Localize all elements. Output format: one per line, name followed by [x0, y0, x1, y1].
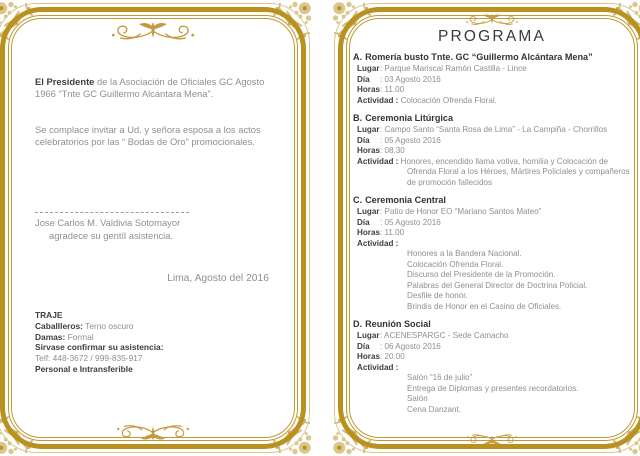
activity-row [357, 96, 635, 107]
detail-row [357, 331, 635, 342]
activity-item: Salón [407, 394, 428, 403]
activity-item: Discurso del Presidente de la Promoción. [407, 270, 556, 279]
program-title: PROGRAMA [437, 28, 547, 45]
frame-outer-line [0, 3, 310, 453]
detail-row [357, 352, 635, 363]
dress-women-value: Formal [67, 331, 94, 342]
corner-damask-icon [0, 0, 41, 48]
row-value: : 03 Agosto 2016 [380, 74, 441, 84]
activity-item: Honores a la Bandera Nacional. [407, 249, 522, 258]
row-label: Día [357, 217, 370, 227]
row-value: : Parque Mariscal Ramón Castilla - Lince [380, 64, 527, 73]
flourish-ornament-icon [463, 432, 521, 447]
row-value: : 20.00 [380, 352, 405, 361]
signature-line [35, 212, 189, 213]
dress-code-block [35, 310, 163, 375]
row-label: Día [357, 135, 370, 145]
activity-label: Actividad : [357, 156, 399, 166]
activity-item: Desfile de honor. [407, 291, 468, 300]
dress-code-title: TRAJE [35, 310, 63, 320]
program-section-a [353, 52, 635, 106]
detail-row [357, 85, 635, 96]
intro-paragraph [35, 76, 273, 100]
section-letter: C. [353, 195, 363, 205]
row-label: Lugar [357, 125, 380, 134]
section-heading [353, 319, 635, 330]
dress-men-label: Caballleros: [35, 320, 83, 331]
activity-item: Salón “16 de julio” [407, 373, 473, 382]
row-label: Lugar [357, 64, 380, 73]
president-bold-text: El Presidente [35, 76, 95, 87]
detail-row [357, 136, 635, 147]
section-letter: A. [353, 52, 363, 62]
activity-row [357, 157, 635, 189]
section-title: Ceremonia Litúrgica [365, 113, 454, 123]
corner-damask-icon [265, 0, 313, 48]
section-title: Romería busto Tnte. GC “Guillermo Alcántara Mena” [365, 52, 593, 62]
activity-label: Actividad : [357, 362, 399, 372]
program-section-d [353, 319, 635, 415]
detail-row [357, 342, 635, 353]
detail-row [357, 218, 635, 229]
corner-damask-icon [265, 408, 313, 456]
program-page [333, 2, 640, 454]
section-letter: D. [353, 319, 363, 329]
row-label: Día [357, 74, 370, 84]
activity-label: Actividad : [357, 238, 399, 248]
thanks-text: agradece su gentíl asistencia. [49, 230, 174, 241]
association-text: de la Asociación de Oficiales GC Agosto 1966 “Tnte GC Guillermo Alcántara Mena”. [35, 76, 265, 99]
dress-women-line [35, 332, 163, 343]
section-heading [353, 195, 635, 206]
confirm-attendance-label: Sirvase confirmar su asistencia: [35, 342, 164, 353]
row-value: : 05 Agosto 2016 [380, 217, 441, 227]
row-label: Horas [357, 352, 380, 361]
detail-row [357, 146, 635, 157]
program-section-c [353, 195, 635, 312]
activity-value: Colocación Ofrenda Floral. [400, 95, 497, 105]
activity-item: Colocación Ofrenda Floral. [407, 259, 504, 269]
row-label: Lugar [357, 331, 380, 340]
signatory-name: Jose Carlos M. Valdivia Sotomayor [35, 217, 181, 228]
phone-numbers: Telf: 448-3672 / 999-835-917 [35, 353, 143, 364]
activity-item: Brindis de Honor en el Casino de Oficiales. [407, 301, 562, 311]
detail-row [357, 75, 635, 86]
row-value: : Patio de Honor EO “Mariano Santos Mateo” [380, 207, 542, 216]
activity-row [357, 239, 635, 250]
invitation-page [0, 2, 311, 454]
row-value: : 11.00 [380, 228, 405, 237]
row-label: Horas [357, 228, 380, 237]
dress-women-label: Damas: [35, 331, 66, 342]
detail-row [357, 207, 635, 218]
invitation-paragraph: Se complace invitar a Ud. y señora esposa a los actos celebratorios por las “ Bodas de Oro” promocionales. [35, 124, 261, 147]
frame-gold-band [0, 7, 306, 449]
program-sections [353, 52, 635, 422]
row-value: : Campo Santo “Santa Rosa de Lima” - La Campiña - Chorrillos [380, 125, 608, 134]
row-label: Horas [357, 146, 380, 155]
row-value: : 05 Agosto 2016 [380, 135, 441, 145]
section-letter: B. [353, 113, 363, 123]
flourish-ornament-icon [462, 12, 522, 27]
detail-row [357, 228, 635, 239]
row-value: : 11.00 [380, 85, 405, 94]
row-value: : 08.30 [380, 146, 405, 155]
activity-item: Entrega de Diplomas y presentes recordatorios. [407, 383, 579, 393]
dress-men-value: Terno oscuro [85, 320, 134, 331]
detail-row [357, 64, 635, 75]
section-heading [353, 113, 635, 124]
flourish-ornament-icon [105, 19, 201, 43]
row-label: Lugar [357, 207, 380, 216]
section-heading [353, 52, 635, 63]
corner-damask-icon [0, 408, 41, 456]
activity-item: Palabras del General Director de Doctrina Policial. [407, 280, 588, 290]
activity-label: Actividad : [357, 95, 399, 105]
activity-value: Honores, encendido llama votiva, homilia y Colocación de Ofrenda Floral a los Héroes, Mártires Policiales y compañeros de promoción fallecidos [400, 156, 630, 187]
row-label: Horas [357, 85, 380, 94]
row-value: : ACENESPARGC - Sede Camacho [380, 331, 509, 340]
row-label: Día [357, 341, 370, 351]
activity-item: Cena Danzant. [407, 404, 461, 414]
dress-men-line [35, 321, 163, 332]
dateline: Lima, Agosto del 2016 [167, 273, 269, 284]
non-transferable-note: Personal e Intransferible [35, 363, 133, 374]
section-title: Reunión Social [365, 319, 431, 329]
flourish-ornament-icon [111, 422, 195, 443]
detail-row [357, 125, 635, 136]
program-section-b [353, 113, 635, 188]
activity-row [357, 363, 635, 374]
row-value: : 06 Agosto 2016 [380, 341, 441, 351]
section-title: Ceremonia Central [365, 195, 446, 205]
